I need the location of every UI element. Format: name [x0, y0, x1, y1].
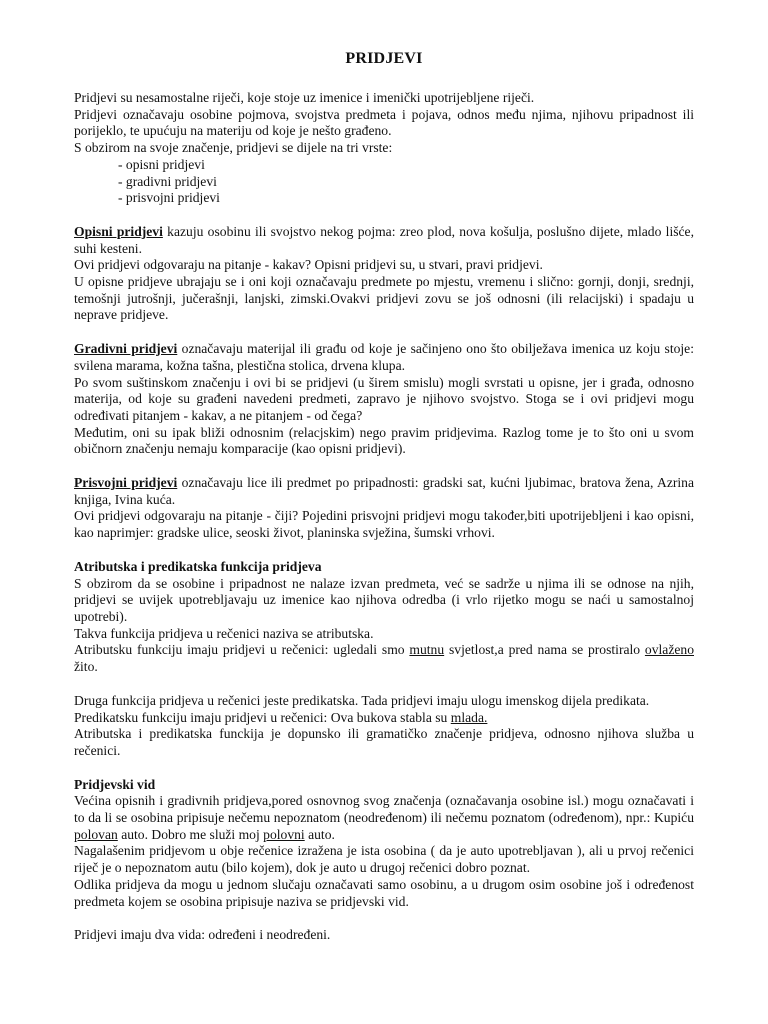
prisvojni-paragraph-1: Prisvojni pridjevi označavaju lice ili predmet po pripadnosti: gradski sat, kućni ljubimac, bratova žena, Azrina knjiga, Ivina kuća.	[74, 475, 694, 507]
opisni-term: Opisni pridjevi	[74, 223, 163, 239]
list-item: - opisni pridjevi	[118, 156, 205, 172]
funkcija-paragraph-4: Druga funkcija pridjeva u rečenici jeste predikatska. Tada pridjevi imaju ulogu imenskog dijela predikata.	[74, 692, 650, 708]
underlined-word: polovan	[74, 826, 118, 842]
vid-paragraph-3: Odlika pridjeva da mogu u jednom slučaju označavati samo osobinu, a u drugom osim osobine još i određenost predmeta kojem se osobina pripisuje naziva se pridjevski vid.	[74, 876, 694, 909]
list-item: - prisvojni pridjevi	[118, 190, 220, 206]
funkcija-paragraph-5: Predikatsku funkciju imaju pridjevi u rečenici: Ova bukova stabla su mlada.	[74, 709, 488, 725]
gradivni-paragraph-2: Po svom suštinskom značenju i ovi bi se pridjevi (u širem smislu) mogli svrstati u opisne, jer i građa, odnosno materija, od koje su građeni navedeni predmeti, zapravo je njihovo svojstvo. Stoga se i ovi pridjevi mogu određivati pitanjem - kakav, a ne pitanjem - od čega?	[74, 374, 694, 423]
page-title: PRIDJEVI	[345, 50, 423, 67]
gradivni-term: Gradivni pridjevi	[74, 341, 178, 357]
funkcija-paragraph-6: Atributska i predikatska funckija je dopunsko ili gramatičko značenje pridjeva, odnosno njihova služba u rečenici.	[74, 726, 694, 758]
funkcija-paragraph-1: S obzirom da se osobine i pripadnost ne nalaze izvan predmeta, već se sadrže u njima ili se odnose na njih, pridjevi se uvijek upotrebljavaju uz imenice kao njihova odredba (i vrlo rijetko mogu se naći u samostalnoj upotrebi).	[74, 575, 694, 624]
vid-paragraph-2: Nagalašenim pridjevom u obje rečenice izražena je ista osobina ( da je auto upotrebljavan ), ali u prvoj rečenici riječ je o nepoznatom autu (bilo kojem), dok je auto u drugoj rečenici dobro poznat.	[74, 843, 694, 876]
underlined-word: polovni	[263, 826, 305, 842]
gradivni-paragraph-1: Gradivni pridjevi označavaju materijal ili građu od koje je sačinjeno ono što obilježava imenica uz koju stoje: svilena marama, kožna tašna, plestična stolica, drvena klupa.	[74, 341, 694, 373]
opisni-paragraph-3: U opisne pridjeve ubrajaju se i oni koji označavaju predmete po mjestu, vremenu i slično: gornji, donji, srednji, temošnji jutrošnji, jučerašnji, lanjski, zimski.Ovakvi pridjevi zovu se još odnosni (ili relacijski) i spadaju u neprave pridjeve.	[74, 274, 694, 323]
gradivni-paragraph-3: Međutim, oni su ipak bliži odnosnim (relacjskim) nego pravim pridjevima. Razlog tome je to što oni u svom običnorn značenju nemaju komparacije (kao opisni pridjevi).	[74, 424, 694, 457]
funkcija-paragraph-3: Atributsku funkciju imaju pridjevi u rečenici: ugledali smo mutnu svjetlost,a pred nama se prostiralo ovlaženo žito.	[74, 642, 694, 675]
vid-paragraph-1: Većina opisnih i gradivnih pridjeva,pored osnovnog svog značenja (označavanja osobine isl.) mogu označavati i to da li se osobina pripisuje nečemu nepoznatom (neodređenom) ili nečemu poznatom (određenom), npr.: Kupiću polovan auto. Dobro me služi moj polovni auto.	[74, 793, 694, 842]
underlined-word: mutnu	[409, 642, 445, 658]
intro-paragraph-3: S obzirom na svoje značenje, pridjevi se dijele na tri vrste:	[74, 140, 393, 156]
prisvojni-paragraph-2: Ovi pridjevi odgovaraju na pitanje - čiji? Pojedini prisvojni pridjevi mogu također,biti upotrijebljeni i kao opisni, kao naprimjer: gradske ulice, seoski život, planinska svježina, šumski vrhovi.	[74, 508, 694, 541]
vid-heading: Pridjevski vid	[74, 776, 156, 792]
funkcija-paragraph-2: Takva funkcija pridjeva u rečenici naziva se atributska.	[74, 625, 374, 641]
vid-paragraph-4: Pridjevi imaju dva vida: određeni i neodređeni.	[74, 927, 331, 943]
underlined-word: mlada.	[450, 709, 488, 725]
opisni-paragraph-2: Ovi pridjevi odgovaraju na pitanje - kakav? Opisni pridjevi su, u stvari, pravi pridjevi.	[74, 257, 543, 273]
list-item: - gradivni pridjevi	[118, 173, 217, 189]
funkcija-heading: Atributska i predikatska funkcija pridjeva	[74, 558, 322, 574]
opisni-paragraph-1: Opisni pridjevi kazuju osobinu ili svojstvo nekog pojma: zreo plod, nova košulja, poslušno dijete, mlado lišće, suhi kesteni.	[74, 223, 694, 256]
intro-paragraph-1: Pridjevi su nesamostalne riječi, koje stoje uz imenice i imenički upotrijebljene riječi.	[74, 90, 535, 105]
intro-paragraph-2: Pridjevi označavaju osobine pojmova, svojstva predmeta i pojava, odnos među njima, njihovu pripadnost ili porijeklo, te upućuju na materiju od koje je nešto građeno.	[74, 106, 694, 139]
underlined-word: ovlaženo	[644, 642, 694, 658]
prisvojni-term: Prisvojni pridjevi	[74, 475, 178, 491]
types-list	[74, 157, 694, 207]
